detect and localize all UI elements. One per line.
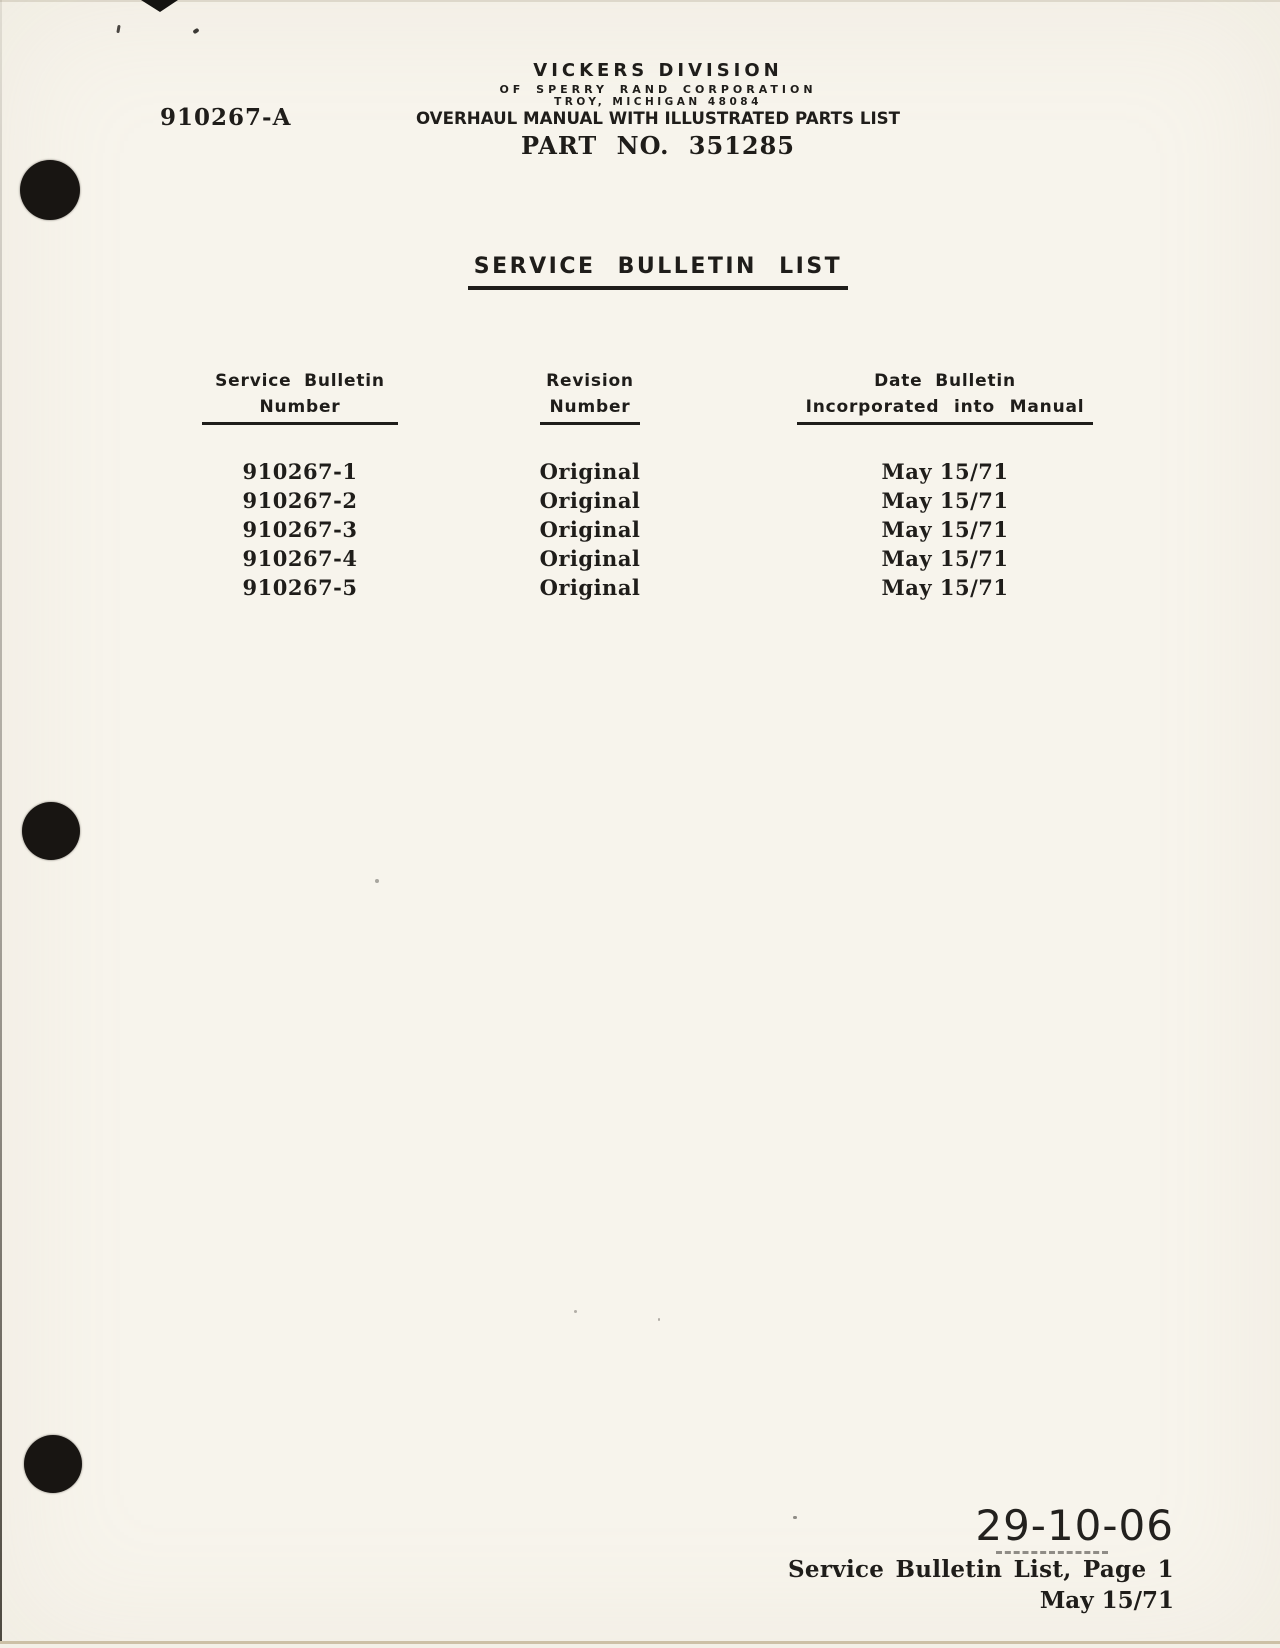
table-row bbox=[150, 573, 1100, 602]
cell-bulletin-number: 910267-5 bbox=[242, 575, 358, 600]
cell-date-incorporated: May 15/71 bbox=[881, 575, 1009, 600]
scan-edge-top bbox=[0, 0, 1280, 2]
ink-speck bbox=[375, 879, 379, 883]
table-row bbox=[150, 486, 1100, 515]
footer-date: May 15/71 bbox=[1039, 1587, 1174, 1614]
cell-date-incorporated: May 15/71 bbox=[881, 546, 1009, 571]
ink-speck bbox=[116, 25, 120, 33]
scan-dash-artifact bbox=[996, 1551, 1108, 1554]
cell-bulletin-number: 910267-1 bbox=[242, 459, 358, 484]
page-title-wrap bbox=[398, 254, 918, 290]
table-row bbox=[150, 457, 1100, 486]
letterhead-address: TROY, MICHIGAN 48084 bbox=[554, 96, 762, 108]
punch-hole-top bbox=[20, 160, 80, 220]
ata-chapter-code: 29-10-06 bbox=[975, 1501, 1174, 1550]
footer-page-label: Service Bulletin List, Page 1 bbox=[788, 1556, 1174, 1583]
cell-revision: Original bbox=[539, 459, 641, 484]
punch-hole-bottom bbox=[24, 1435, 82, 1493]
page-footer bbox=[788, 1503, 1174, 1615]
page-title: SERVICE BULLETIN LIST bbox=[468, 254, 848, 290]
scan-triangle-mark bbox=[141, 0, 178, 12]
column-header-line2: Incorporated into Manual bbox=[805, 397, 1085, 417]
letterhead-corporation: OF SPERRY RAND CORPORATION bbox=[499, 83, 817, 96]
table-header-row bbox=[150, 368, 1100, 425]
scan-edge-bottom-light bbox=[0, 1644, 1280, 1648]
cell-revision: Original bbox=[539, 575, 641, 600]
table-body bbox=[150, 457, 1100, 602]
cell-date-incorporated: May 15/71 bbox=[881, 517, 1009, 542]
column-header-line1: Date Bulletin bbox=[874, 371, 1016, 391]
letterhead bbox=[398, 58, 918, 160]
cell-revision: Original bbox=[539, 546, 641, 571]
ink-speck bbox=[658, 1318, 660, 1321]
letterhead-division: VICKERS DIVISION bbox=[533, 60, 783, 81]
document-number: 910267-A bbox=[160, 104, 292, 131]
ink-speck bbox=[192, 28, 199, 35]
cell-bulletin-number: 910267-2 bbox=[242, 488, 358, 513]
scan-edge-left bbox=[0, 0, 2, 1648]
cell-bulletin-number: 910267-4 bbox=[242, 546, 358, 571]
cell-revision: Original bbox=[539, 517, 641, 542]
cell-bulletin-number: 910267-3 bbox=[242, 517, 358, 542]
letterhead-part-number: PART NO. 351285 bbox=[520, 131, 795, 160]
column-header-underline bbox=[797, 422, 1093, 425]
column-header-line1: Service Bulletin bbox=[215, 371, 385, 391]
cell-date-incorporated: May 15/71 bbox=[881, 459, 1009, 484]
column-header-underline bbox=[540, 422, 640, 425]
column-header-revision-number bbox=[465, 368, 715, 425]
service-bulletin-table bbox=[150, 368, 1100, 602]
table-row bbox=[150, 515, 1100, 544]
table-row bbox=[150, 544, 1100, 573]
column-header-line2: Number bbox=[259, 397, 341, 417]
column-header-date-incorporated bbox=[790, 368, 1100, 425]
punch-hole-middle bbox=[22, 802, 80, 860]
letterhead-manual-type: OVERHAUL MANUAL WITH ILLUSTRATED PARTS LIST bbox=[415, 109, 901, 129]
cell-revision: Original bbox=[539, 488, 641, 513]
cell-date-incorporated: May 15/71 bbox=[881, 488, 1009, 513]
column-header-line1: Revision bbox=[546, 371, 634, 391]
column-header-line2: Number bbox=[549, 397, 631, 417]
column-header-service-bulletin-number bbox=[150, 368, 450, 425]
ink-speck bbox=[574, 1310, 577, 1313]
column-header-underline bbox=[202, 422, 398, 425]
